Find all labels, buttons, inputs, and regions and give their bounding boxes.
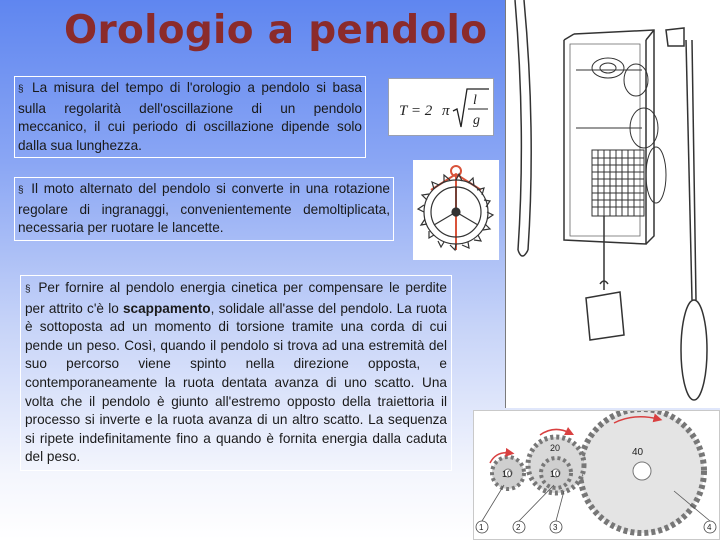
paragraph-text: Il moto alternato del pendolo si converte in una rotazione regolare di ingranaggi, convenientemente demoltiplicata, necessaria per ruotare le lancette. — [18, 181, 390, 236]
bullet-icon: § — [18, 84, 24, 95]
gear-label-small-2: 10 — [550, 469, 561, 479]
escapement-wheel-image — [413, 160, 499, 260]
bullet-icon: § — [18, 185, 24, 196]
callout-1: 1 — [479, 523, 484, 532]
paragraph-bold-term: scappamento — [122, 300, 211, 316]
paragraph-text-before: Per fornire al pendolo energia cinetica per compensare le perdite per attrito c'è lo — [25, 280, 447, 316]
gear-label-small-1: 10 — [502, 469, 513, 479]
callout-2: 2 — [516, 523, 521, 532]
pendulum-clock-illustration — [505, 0, 720, 408]
paragraph-text-after: , solidale all'asse del pendolo. La ruota è sottoposta ad un momento di torsione tramite una corda di cui pende un peso. Così, quando il pendolo si trova ad una estremità del suo percorso viene spinto nella direzione opposta, e contemporaneamente la ruota dentata avanza di uno scatto. Una volta che il pendolo è giunto all'estremo opposto della traiettoria il processo si inverte e la ruota avanza di un altro scatto. La sequenza si ripete indefinitamente fino a quando è fornita energia dalla caduta del peso. — [25, 300, 447, 465]
clock-dial-edge — [515, 0, 531, 256]
bullet-icon: § — [25, 284, 31, 295]
gear-large — [580, 411, 704, 533]
callout-3: 3 — [553, 523, 558, 532]
gear-label-large: 40 — [632, 447, 644, 458]
formula-numerator: l — [473, 93, 477, 108]
paragraph-gear-conversion — [14, 177, 394, 241]
paragraph-pendulum-period — [14, 76, 366, 158]
callout-4: 4 — [707, 523, 712, 532]
pendulum-formula-image — [388, 78, 494, 136]
formula-pi: π — [442, 103, 450, 119]
gear-ratio-diagram — [473, 410, 720, 540]
clock-weight — [586, 216, 624, 340]
paragraph-escapement — [20, 275, 452, 471]
gear-label-medium: 20 — [550, 443, 561, 453]
formula-denominator: g — [473, 113, 480, 128]
clock-gear-train — [576, 58, 666, 203]
paragraph-text: La misura del tempo di l'orologio a pendolo si basa sulla regolarità dell'oscillazione di un pendolo meccanico, il cui periodo di oscillazione dipende solo dalla sua lunghezza. — [18, 80, 362, 153]
formula-lhs: T = 2 — [399, 103, 433, 119]
clock-cord-drum — [592, 150, 644, 216]
clock-frame — [564, 30, 654, 244]
clock-pendulum — [666, 28, 707, 400]
slide-title: Orologio a pendolo — [64, 8, 488, 53]
